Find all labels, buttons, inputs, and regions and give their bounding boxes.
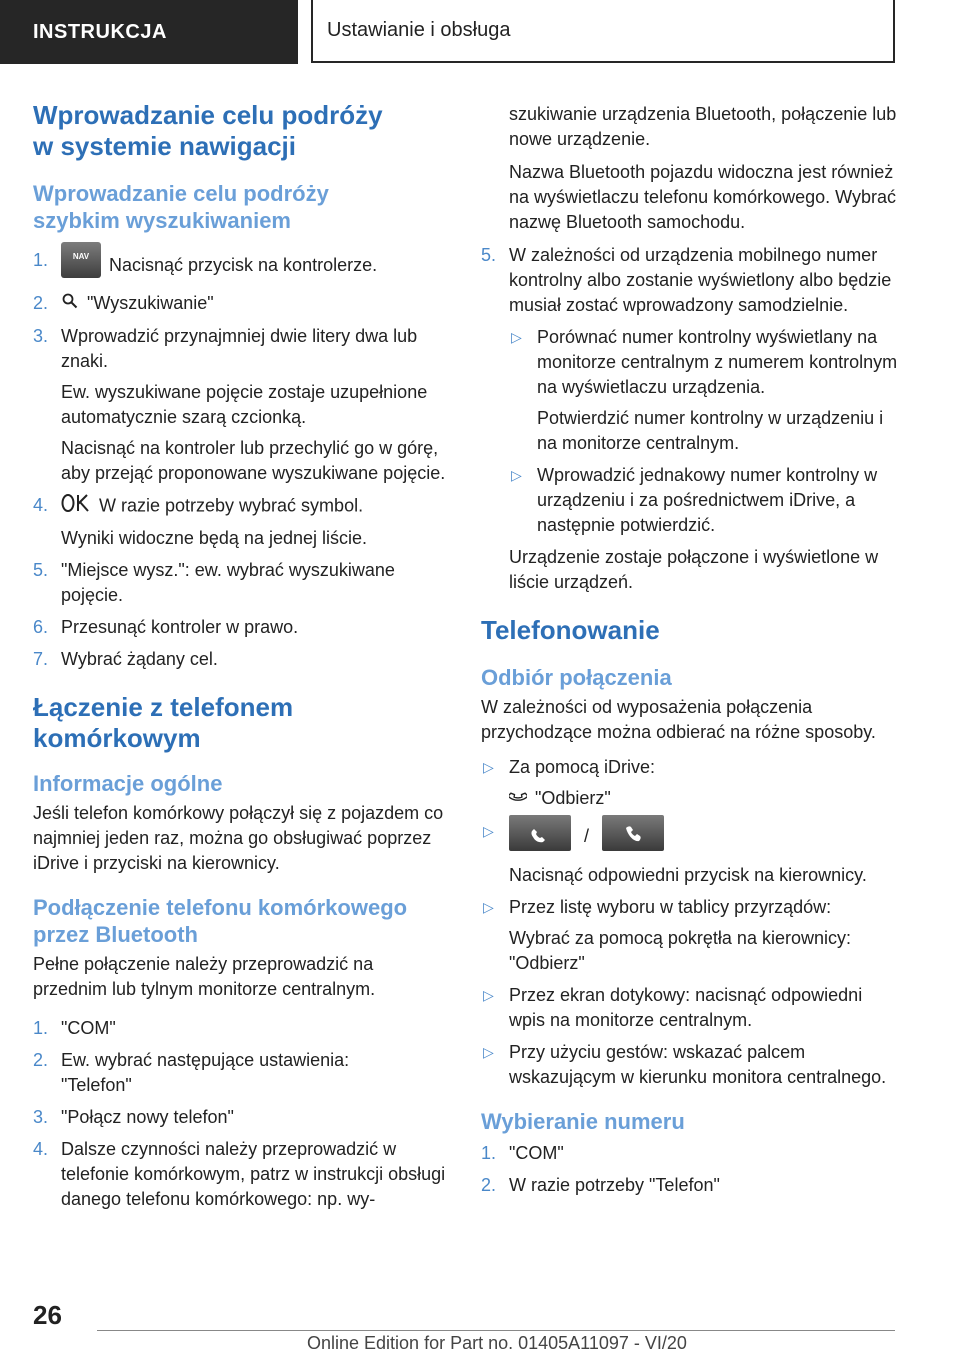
bluetooth-text: Pełne połączenie należy przeprowadzić na przednim lub tylnym monitorze centralnym. — [33, 953, 376, 999]
step-note: Wyniki widoczne będą na jednej liście. — [61, 527, 367, 548]
ok-icon — [61, 493, 91, 520]
list-item — [33, 1048, 451, 1098]
step-number: 2. — [33, 293, 49, 313]
list-item — [481, 819, 901, 888]
step-note: Ew. wyszukiwane pojęcie zostaje uzupełnione automatycznie szarą czcionką. — [61, 381, 428, 427]
triangle-bullet-icon: ▷ — [483, 1043, 494, 1060]
step-text: "COM" — [61, 1017, 116, 1038]
accept-call-button-icon — [509, 815, 571, 851]
list-item — [33, 1016, 451, 1041]
list-item — [481, 755, 901, 812]
heading-phone-connect: Łączenie z telefonem komórkowym — [33, 691, 294, 753]
list-item — [33, 1105, 451, 1130]
list-item — [33, 291, 451, 317]
list-item — [481, 463, 901, 538]
step-number: 6. — [33, 616, 49, 637]
step-text: Nacisnąć przycisk na kontrolerze. — [109, 254, 378, 275]
section-label: INSTRUKCJA — [33, 20, 167, 43]
search-icon — [61, 292, 79, 317]
section-tab — [0, 0, 298, 64]
heading-receive-call: Odbiór połączenia — [481, 665, 672, 690]
step-number: 4. — [33, 1138, 49, 1159]
heading-dial-number: Wybieranie numeru — [481, 1108, 685, 1134]
bullet-note: Potwierdzić numer kontrolny w urządzeniu i na monitorze centralnym. — [537, 408, 884, 453]
list-item — [33, 324, 451, 486]
bt-name-text: Nazwa Bluetooth pojazdu widoczna jest również na wyświetlaczu telefonu komórkowego. Wybrać nazwę Bluetooth samochodu. — [509, 162, 897, 232]
heading-navigation: Wprowadzanie celu podróży w systemie nawigacji — [33, 100, 383, 161]
list-item — [481, 983, 901, 1033]
heading-calls: Telefonowanie — [481, 615, 660, 645]
step-text: Ew. wybrać następujące ustawienia: "Telefon" — [61, 1049, 350, 1095]
step-text: W razie potrzeby "Telefon" — [509, 1174, 720, 1195]
step-number: 1. — [481, 1142, 497, 1163]
step-number: 1. — [33, 1017, 49, 1038]
right-column — [481, 102, 901, 1205]
step-number: 7. — [33, 648, 49, 669]
step-number: 5. — [33, 559, 49, 580]
triangle-bullet-icon: ▷ — [483, 986, 494, 1003]
bullet-text: Wprowadzić jednakowy numer kontrolny w urządzeniu i za pośrednictwem iDrive, a następnie potwierdzić. — [537, 465, 878, 535]
step-text: W zależności od urządzenia mobilnego numer kontrolny albo zostanie wyświetlony albo będzie musiał zostać wprowadzony samodzielnie. — [509, 245, 892, 315]
list-item — [481, 895, 901, 976]
step-note: Nacisnąć na kontroler lub przechylić go w górę, aby przejąć proponowane wyszukiwane pojęcie. — [61, 437, 446, 483]
list-item — [481, 243, 901, 318]
receive-text: W zależności od wyposażenia połączenia przychodzące można odbierać na różne sposoby. — [481, 697, 876, 742]
step-number: 5. — [481, 245, 497, 265]
step-number: 2. — [481, 1174, 497, 1195]
list-item — [481, 1040, 901, 1090]
step-text: Wybrać żądany cel. — [61, 648, 218, 669]
triangle-bullet-icon: ▷ — [511, 329, 522, 345]
bt-continued-text: szukiwanie urządzenia Bluetooth, połączenie lub nowe urządzenie. — [509, 104, 897, 149]
edition-footer: Online Edition for Part no. 01405A11097 - VI/20 — [307, 1333, 687, 1353]
phone-receiver-icon — [509, 787, 527, 812]
step-text: "COM" — [509, 1142, 564, 1163]
bullet-note: "Odbierz" — [535, 788, 611, 808]
heading-quick-search: Wprowadzanie celu podróży szybkim wyszukiwaniem — [33, 181, 329, 233]
general-text: Jeśli telefon komórkowy połączył się z pojazdem co najmniej jeden raz, można go obsługiwać poprzez iDrive i przyciski na kierownicy. — [33, 802, 444, 873]
list-item — [33, 615, 451, 640]
nav-button-label: NAV — [72, 252, 90, 261]
left-column — [33, 100, 451, 1219]
step-text: Wprowadzić przynajmniej dwie litery dwa lub znaki. — [61, 325, 418, 371]
step-text: "Wyszukiwanie" — [87, 293, 214, 313]
bullet-text: Przy użyciu gestów: wskazać palcem wskazującym w kierunku monitora centralnego. — [509, 1041, 887, 1087]
triangle-bullet-icon: ▷ — [483, 759, 494, 775]
step-number: 4. — [33, 494, 49, 515]
bullet-text: Porównać numer kontrolny wyświetlany na monitorze centralnym z numerem kontrolnym na wyświetlaczu urządzenia. — [537, 327, 898, 397]
list-item — [33, 248, 451, 284]
bullet-note: Wybrać za pomocą pokrętła na kierownicy: "Odbierz" — [509, 927, 851, 973]
footer-divider — [97, 1330, 895, 1331]
step-number: 1. — [33, 250, 49, 270]
list-item — [481, 1173, 901, 1198]
end-call-button-icon — [602, 815, 664, 851]
triangle-bullet-icon: ▷ — [483, 898, 494, 915]
button-separator: / — [584, 825, 590, 846]
bullet-text: Za pomocą iDrive: — [509, 757, 656, 777]
list-item — [33, 493, 451, 551]
list-item — [33, 647, 451, 672]
heading-bluetooth: Podłączenie telefonu komórkowego przez Bluetooth — [33, 894, 408, 947]
chapter-label: Ustawianie i obsługa — [327, 19, 511, 41]
list-item — [33, 1137, 451, 1212]
step-text: "Miejsce wysz.": ew. wybrać wyszukiwane pojęcie. — [61, 559, 395, 605]
list-item — [481, 1141, 901, 1166]
bullet-text: Przez listę wyboru w tablicy przyrządów: — [509, 896, 832, 917]
heading-general-info: Informacje ogólne — [33, 770, 223, 796]
step-text: "Połącz nowy telefon" — [61, 1106, 234, 1127]
triangle-bullet-icon: ▷ — [511, 467, 522, 483]
bullet-text: Przez ekran dotykowy: nacisnąć odpowiedni wpis na monitorze centralnym. — [509, 984, 863, 1030]
step-text: W razie potrzeby wybrać symbol. — [99, 495, 364, 515]
page-number: 26 — [33, 1300, 62, 1330]
step-text: Dalsze czynności należy przeprowadzić w telefonie komórkowym, patrz w instrukcji obsługi danego telefonu komórkowego: np. wy- — [61, 1138, 446, 1209]
list-item — [33, 558, 451, 608]
nav-button-icon — [61, 242, 101, 278]
triangle-bullet-icon: ▷ — [483, 822, 494, 839]
step-number: 3. — [33, 325, 49, 346]
step-number: 3. — [33, 1106, 49, 1127]
list-item — [481, 325, 901, 456]
bullet-note: Nacisnąć odpowiedni przycisk na kierownicy. — [509, 864, 867, 885]
chapter-tab — [311, 0, 895, 63]
step-result-text: Urządzenie zostaje połączone i wyświetlone w liście urządzeń. — [509, 547, 879, 592]
step-text: Przesunąć kontroler w prawo. — [61, 616, 299, 637]
step-number: 2. — [33, 1049, 49, 1070]
